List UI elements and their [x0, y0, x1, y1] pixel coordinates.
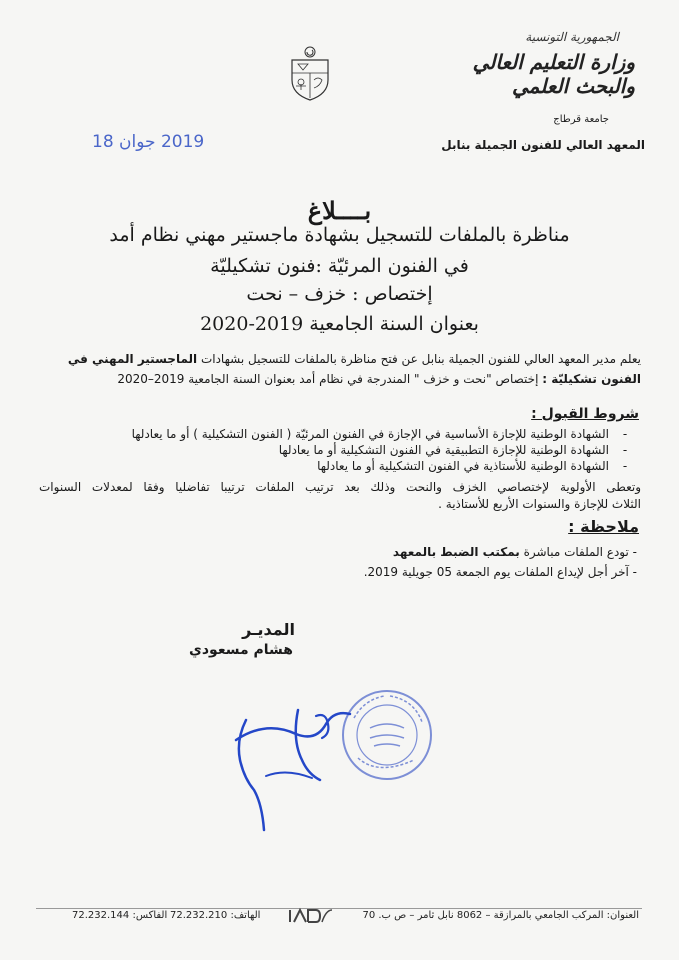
- note-text: آخر أجل لإيداع الملفات يوم الجمعة 05 جويلية 2019.: [363, 565, 629, 579]
- condition-text: الشهادة الوطنية للإجازة التطبيقية في الفنون التشكيلية أو ما يعادلها: [278, 443, 609, 457]
- title-line-1: مناظرة بالملفات للتسجيل بشهادة ماجستير مهني نظام أمد: [109, 224, 570, 246]
- title-line-2: في الفنون المرئيّة :فنون تشكيليّة: [210, 255, 469, 277]
- list-item: - تودع الملفات مباشرة بمكتب الضبط بالمعهد: [392, 545, 637, 559]
- header-republic: الجمهورية التونسية: [525, 30, 619, 44]
- condition-text: الشهادة الوطنية للإجازة الأساسية في الإجازة في الفنون المرئيّة ( الفنون التشكيلية ) أو ما يعادلها: [131, 427, 609, 441]
- list-item: -الشهادة الوطنية للإجازة الأساسية في الإجازة في الفنون المرئيّة ( الفنون التشكيلية ) أو ما يعادلها: [131, 427, 628, 441]
- conditions-list: [121, 426, 641, 474]
- note-bold-text: بمكتب الضبط بالمعهد: [392, 545, 520, 559]
- list-item: -الشهادة الوطنية للإجازة التطبيقية في الفنون التشكيلية أو ما يعادلها: [278, 443, 628, 457]
- header-ministry-line2: والبحث العلمي: [511, 74, 635, 98]
- header-ministry-line1: وزارة التعليم العالي: [472, 50, 635, 74]
- priority-text-line1: وتعطى الأولوية لإختصاصي الخزف والنحت وذلك بعد ترتيب الملفات ترتيبا تفاضليا وفقا لمعدلات السنوات: [39, 480, 641, 494]
- institute-logo-icon: [288, 904, 334, 926]
- intro-text-1: يعلم مدير المعهد العالي للفنون الجميلة بنابل عن فتح مناظرة بالملفات للتسجيل بشهادات: [200, 352, 641, 366]
- intro-text-2: إختصاص "نحت و خزف " المندرجة في نظام أمد بعنوان السنة الجامعية 2019–2020: [117, 372, 539, 386]
- footer-fax: الفاكس: 72.232.144: [72, 910, 168, 921]
- header-institute: المعهد العالي للفنون الجميلة بنابل: [441, 138, 645, 152]
- condition-text: الشهادة الوطنية للأستاذية في الفنون التشكيلية أو ما يعادلها: [317, 459, 609, 473]
- conditions-heading: شروط القبول :: [531, 406, 639, 422]
- note-text: تودع الملفات مباشرة: [519, 545, 629, 559]
- note-heading: ملاحظة :: [568, 517, 639, 536]
- priority-text-line2: الثلاث للإجازة والسنوات الأربع للأستاذية .: [438, 497, 641, 511]
- title-line-4: بعنوان السنة الجامعية 2019-2020: [200, 313, 479, 335]
- coat-of-arms-icon: [286, 46, 334, 102]
- list-item: - آخر أجل لإيداع الملفات يوم الجمعة 05 جويلية 2019.: [363, 565, 637, 579]
- handwritten-signature-icon: [226, 680, 376, 840]
- director-name: هشام مسعودي: [189, 642, 293, 658]
- footer-address: العنوان: المركب الجامعي بالمرازقة – 8062 نابل ثامر – ص ب. 70: [362, 910, 639, 921]
- intro-paragraph-line2: [41, 372, 641, 386]
- announcement-heading: بــــلاغ: [307, 196, 372, 225]
- footer-phone: الهاتف: 72.232.210: [170, 910, 261, 921]
- intro-paragraph-line1: [41, 352, 641, 366]
- director-title: المديـر: [242, 620, 295, 639]
- intro-bold-2: الفنون تشكيليّة :: [542, 372, 641, 386]
- notes-list: [364, 542, 637, 582]
- date-stamp: 2019 جوان 18: [92, 132, 205, 152]
- intro-bold-1: الماجستير المهني في: [67, 352, 198, 366]
- footer-divider: [36, 908, 642, 909]
- header-university: جامعة قرطاج: [553, 114, 609, 125]
- title-line-3: إختصاص : خزف – نحت: [246, 283, 433, 305]
- list-item: -الشهادة الوطنية للأستاذية في الفنون التشكيلية أو ما يعادلها: [317, 459, 628, 473]
